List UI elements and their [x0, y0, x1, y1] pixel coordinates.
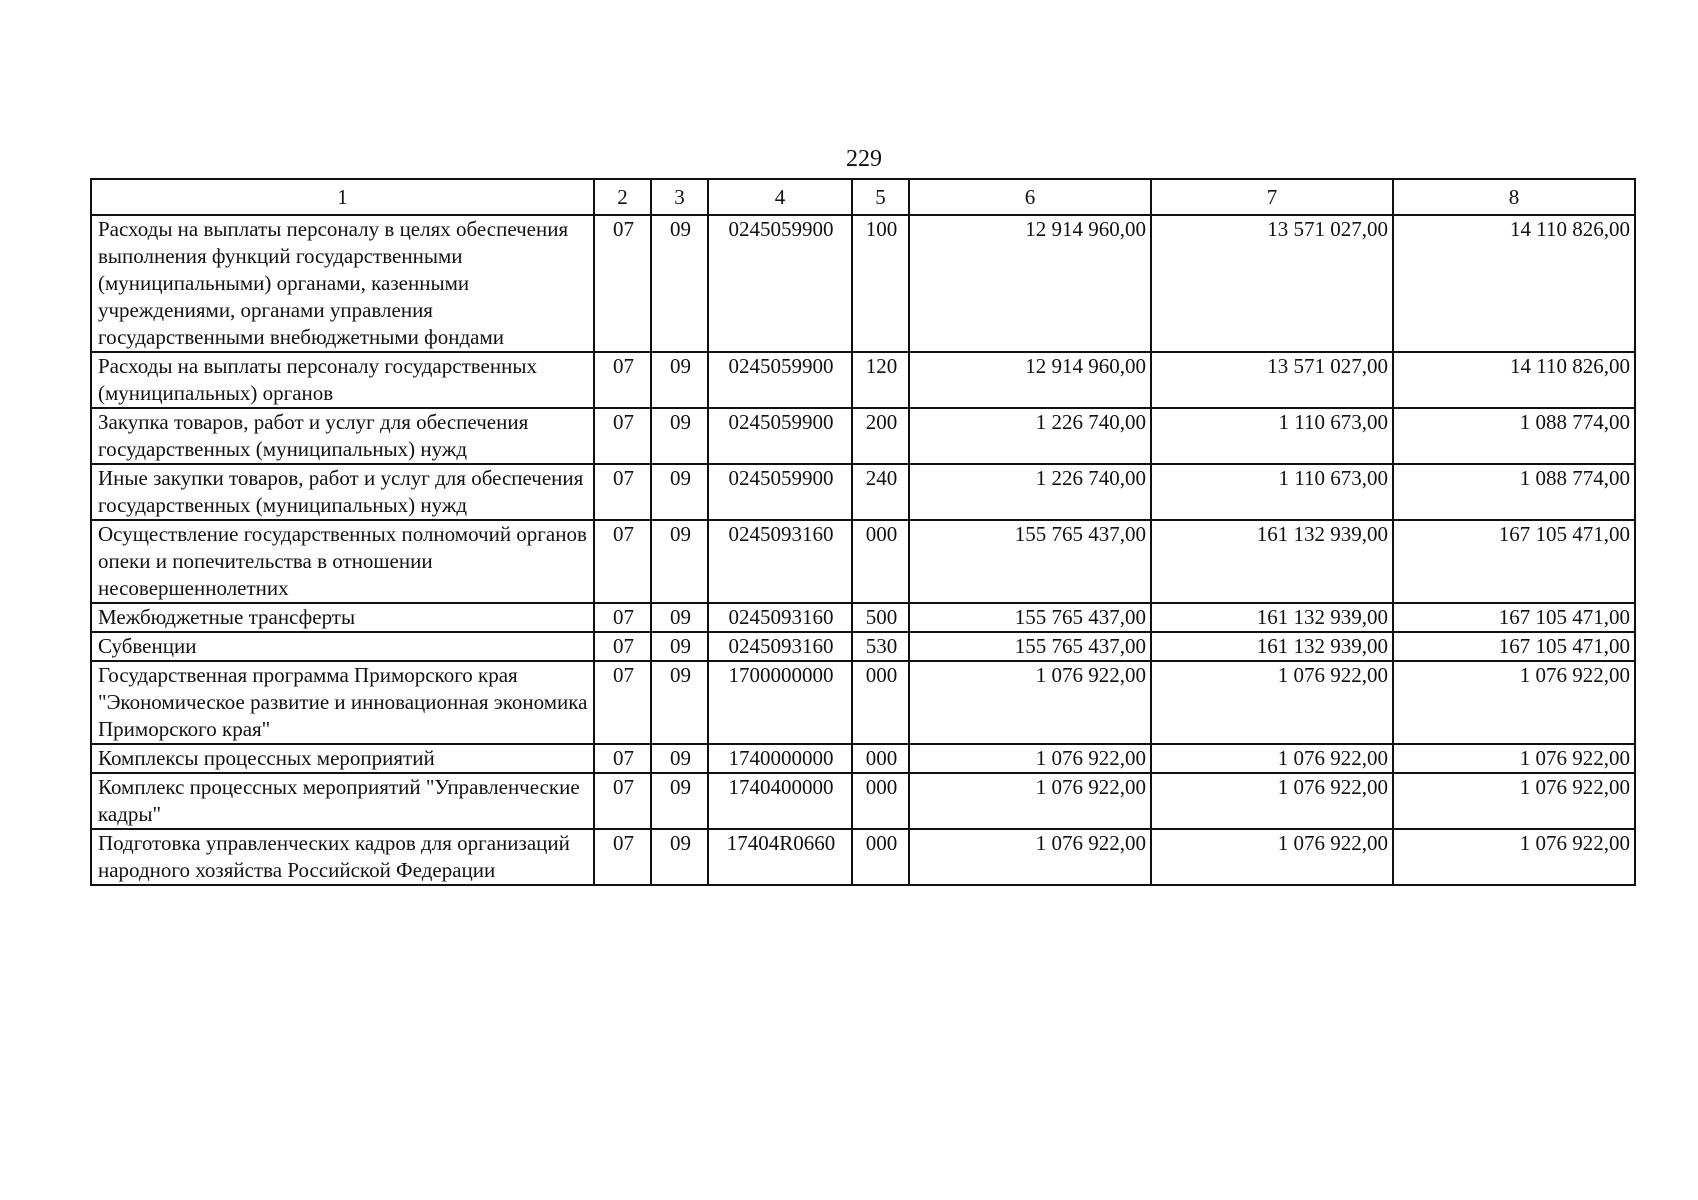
row-name: Межбюджетные трансферты	[91, 603, 594, 632]
amount-year-3: 1 088 774,00	[1519, 466, 1630, 490]
table-row	[91, 744, 1635, 773]
target-article-code: 0245093160	[708, 603, 852, 632]
section-code: 07	[594, 464, 651, 520]
table-row	[91, 829, 1635, 885]
page-number: 229	[846, 146, 882, 172]
expense-type-code: 120	[852, 352, 909, 408]
subsection-code: 09	[651, 352, 708, 408]
header-cell: 5	[852, 179, 909, 215]
row-name: Иные закупки товаров, работ и услуг для обеспечения государственных (муниципальных) нужд	[91, 464, 594, 520]
row-name: Осуществление государственных полномочий органов опеки и попечительства в отношении несовершеннолетних	[91, 520, 594, 603]
target-article-code: 0245059900	[708, 464, 852, 520]
target-article-code: 0245059900	[708, 352, 852, 408]
table-row	[91, 603, 1635, 632]
amount-year-2: 161 132 939,00	[1256, 634, 1388, 658]
amount-year-3: 1 076 922,00	[1519, 775, 1630, 799]
header-row	[91, 179, 1635, 215]
amount-year-2: 161 132 939,00	[1256, 605, 1388, 629]
amount-year-1: 1 226 740,00	[1035, 410, 1146, 434]
section-code: 07	[594, 352, 651, 408]
amount-year-2: 1 110 673,00	[1278, 410, 1388, 434]
amount-year-3: 167 105 471,00	[1498, 605, 1630, 629]
section-code: 07	[594, 408, 651, 464]
amount-year-3: 14 110 826,00	[1510, 217, 1630, 241]
target-article-code: 0245093160	[708, 520, 852, 603]
row-name: Расходы на выплаты персоналу в целях обеспечения выполнения функций государственными (муниципальными) органами, казенными учреждениями, органами управления государственными внебюджетными фондами	[91, 215, 594, 352]
amount-year-1: 1 076 922,00	[1035, 746, 1146, 770]
amount-year-3: 1 076 922,00	[1519, 831, 1630, 855]
amount-year-1: 155 765 437,00	[1014, 605, 1146, 629]
amount-year-3: 1 076 922,00	[1519, 663, 1630, 687]
subsection-code: 09	[651, 520, 708, 603]
amount-year-2: 13 571 027,00	[1267, 217, 1388, 241]
expense-type-code: 530	[852, 632, 909, 661]
row-name: Комплексы процессных мероприятий	[91, 744, 594, 773]
table-row	[91, 773, 1635, 829]
row-name: Государственная программа Приморского края "Экономическое развитие и инновационная экономика Приморского края"	[91, 661, 594, 744]
target-article-code: 1740000000	[708, 744, 852, 773]
budget-table	[90, 178, 1636, 886]
amount-year-3: 167 105 471,00	[1498, 522, 1630, 546]
expense-type-code: 100	[852, 215, 909, 352]
target-article-code: 0245093160	[708, 632, 852, 661]
section-code: 07	[594, 829, 651, 885]
expense-type-code: 500	[852, 603, 909, 632]
subsection-code: 09	[651, 632, 708, 661]
header-cell: 7	[1151, 179, 1393, 215]
target-article-code: 0245059900	[708, 215, 852, 352]
amount-year-2: 1 076 922,00	[1277, 663, 1388, 687]
subsection-code: 09	[651, 464, 708, 520]
expense-type-code: 240	[852, 464, 909, 520]
expense-type-code: 000	[852, 744, 909, 773]
table-row	[91, 661, 1635, 744]
section-code: 07	[594, 744, 651, 773]
expense-type-code: 000	[852, 520, 909, 603]
subsection-code: 09	[651, 661, 708, 744]
subsection-code: 09	[651, 829, 708, 885]
row-name: Субвенции	[91, 632, 594, 661]
amount-year-3: 167 105 471,00	[1498, 634, 1630, 658]
header-cell: 2	[594, 179, 651, 215]
target-article-code: 0245059900	[708, 408, 852, 464]
amount-year-1: 1 076 922,00	[1035, 831, 1146, 855]
subsection-code: 09	[651, 773, 708, 829]
table-row	[91, 464, 1635, 520]
row-name: Комплекс процессных мероприятий "Управленческие кадры"	[91, 773, 594, 829]
target-article-code: 1740400000	[708, 773, 852, 829]
table-row	[91, 408, 1635, 464]
subsection-code: 09	[651, 215, 708, 352]
amount-year-3: 14 110 826,00	[1510, 354, 1630, 378]
amount-year-1: 155 765 437,00	[1014, 522, 1146, 546]
header-cell: 6	[909, 179, 1151, 215]
expense-type-code: 000	[852, 773, 909, 829]
subsection-code: 09	[651, 603, 708, 632]
section-code: 07	[594, 603, 651, 632]
table-row	[91, 215, 1635, 352]
amount-year-2: 161 132 939,00	[1256, 522, 1388, 546]
amount-year-1: 12 914 960,00	[1025, 217, 1146, 241]
table-row	[91, 632, 1635, 661]
target-article-code: 17404R0660	[708, 829, 852, 885]
amount-year-2: 1 076 922,00	[1277, 831, 1388, 855]
amount-year-1: 12 914 960,00	[1025, 354, 1146, 378]
amount-year-1: 1 076 922,00	[1035, 663, 1146, 687]
section-code: 07	[594, 215, 651, 352]
header-cell: 1	[91, 179, 594, 215]
section-code: 07	[594, 661, 651, 744]
section-code: 07	[594, 632, 651, 661]
expense-type-code: 000	[852, 829, 909, 885]
row-name: Закупка товаров, работ и услуг для обеспечения государственных (муниципальных) нужд	[91, 408, 594, 464]
amount-year-1: 1 226 740,00	[1035, 466, 1146, 490]
table-row	[91, 352, 1635, 408]
amount-year-2: 1 076 922,00	[1277, 746, 1388, 770]
subsection-code: 09	[651, 408, 708, 464]
amount-year-3: 1 076 922,00	[1519, 746, 1630, 770]
amount-year-2: 1 110 673,00	[1278, 466, 1388, 490]
row-name: Расходы на выплаты персоналу государственных (муниципальных) органов	[91, 352, 594, 408]
table-row	[91, 520, 1635, 603]
row-name: Подготовка управленческих кадров для организаций народного хозяйства Российской Федерации	[91, 829, 594, 885]
amount-year-3: 1 088 774,00	[1519, 410, 1630, 434]
expense-type-code: 000	[852, 661, 909, 744]
subsection-code: 09	[651, 744, 708, 773]
target-article-code: 1700000000	[708, 661, 852, 744]
header-cell: 4	[708, 179, 852, 215]
header-cell: 3	[651, 179, 708, 215]
amount-year-2: 13 571 027,00	[1267, 354, 1388, 378]
header-cell: 8	[1393, 179, 1635, 215]
expense-type-code: 200	[852, 408, 909, 464]
section-code: 07	[594, 773, 651, 829]
section-code: 07	[594, 520, 651, 603]
amount-year-2: 1 076 922,00	[1277, 775, 1388, 799]
amount-year-1: 155 765 437,00	[1014, 634, 1146, 658]
amount-year-1: 1 076 922,00	[1035, 775, 1146, 799]
